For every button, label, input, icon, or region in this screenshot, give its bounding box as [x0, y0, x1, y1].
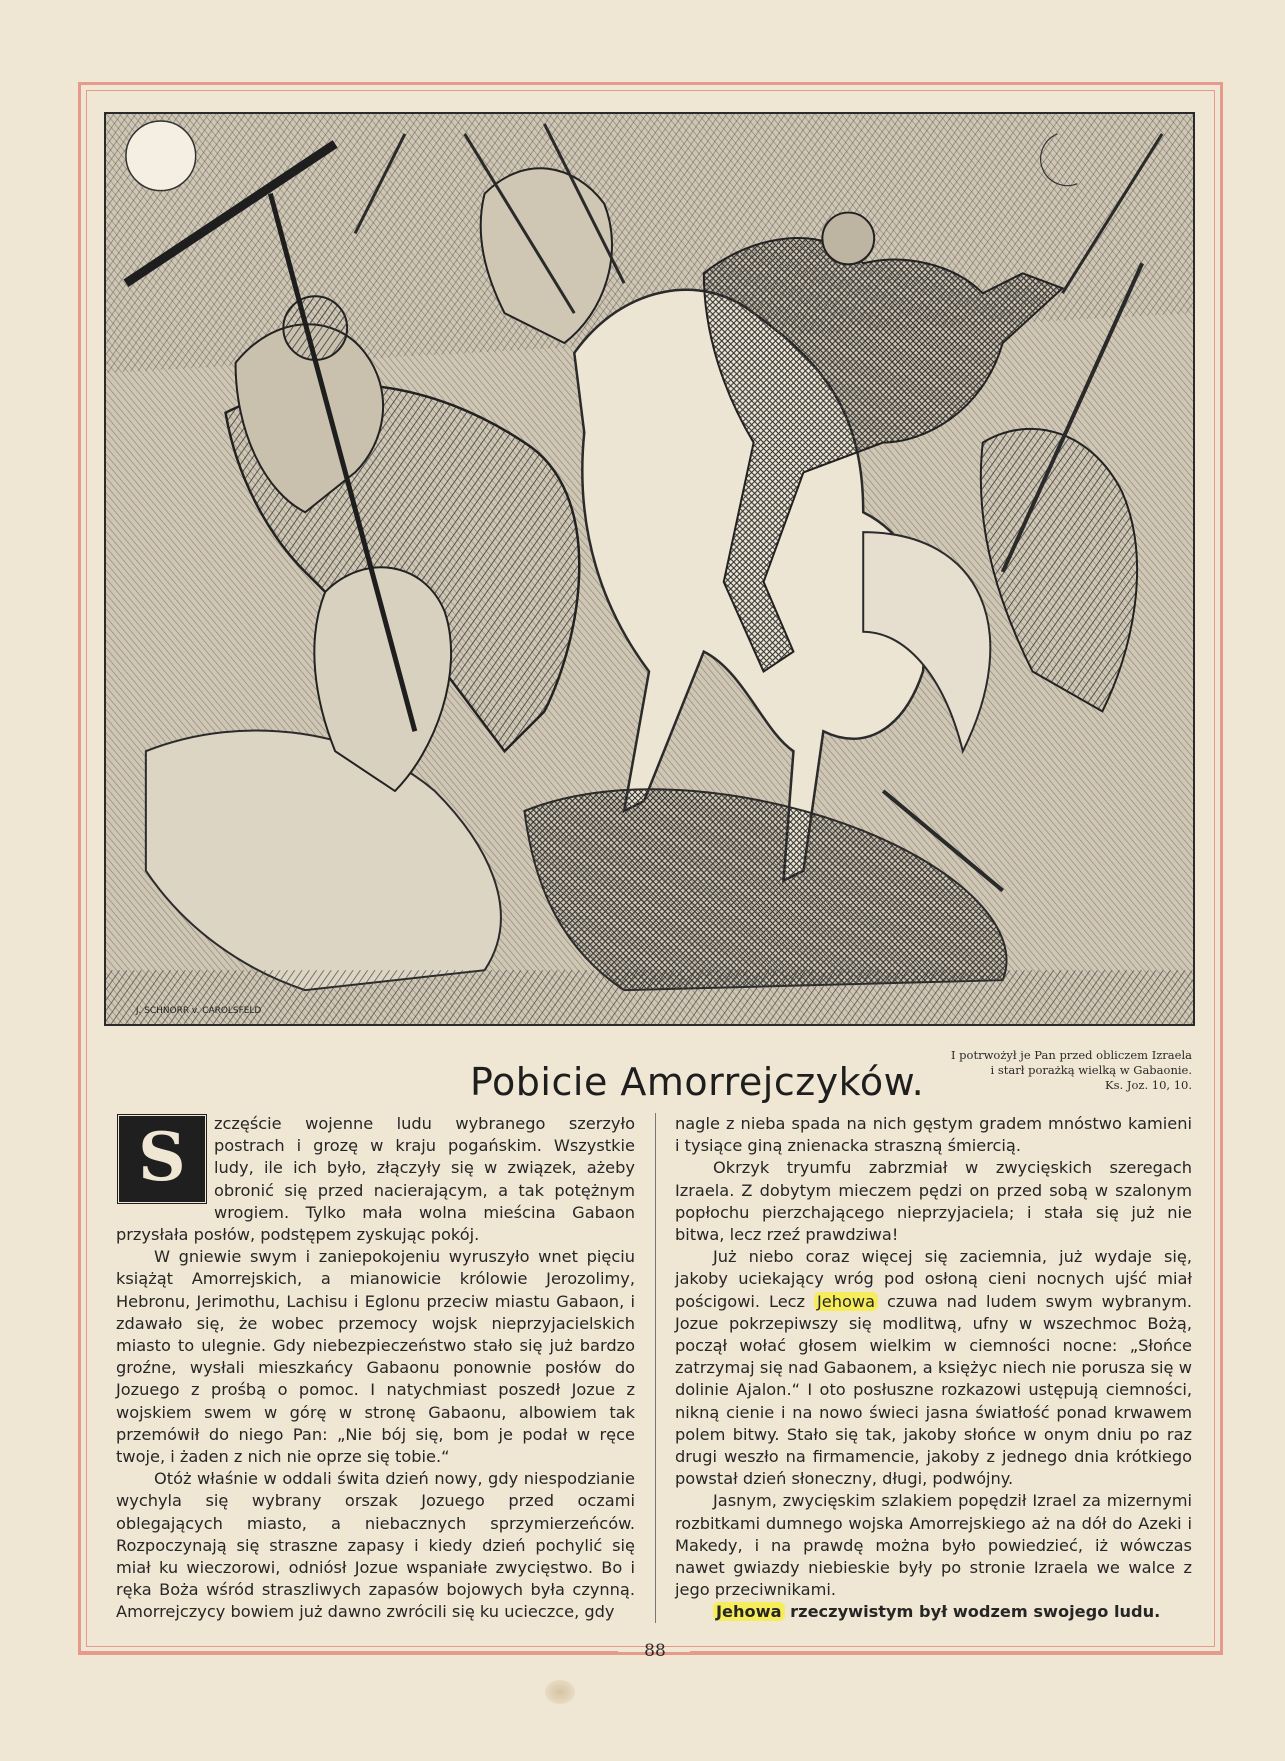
- paragraph-text: czuwa nad ludem swym wybranym. Jozue pokrzepiwszy się modlitwą, ufny w wszechmoc Bożą, począł wołać głosem wielkim w ciemności nocne: „Słońce zatrzymaj się nad Gabaonem, a księżyc niech nie porusza się w dolinie Ajalon.“ I oto posłuszne rozkazowi ustępują ciemności, nikną cienie i na nowo świeci jasna światłość ponad krwawem polem bitwy. Stało się tak, jakoby słońce w onym dniu po raz drugi weszło na firmamencie, jakoby z jednego dnia krótkiego powstał dzień słoneczny, długi, podwójny.: [675, 1291, 1192, 1489]
- paragraph-text: zczęście wojenne ludu wybranego szerzyło postrach i grozę w kraju pogańskim. Wszystkie ludy, ile ich było, złączyły się w związek, ażeby obronić się przed nacierającym, a tak potężnym wrogiem. Tylko mała wolna mieścina Gabaon przysłała posłów, podstępem zyskując pokój.: [116, 1114, 635, 1245]
- text-column-right: [675, 1113, 1192, 1624]
- paragraph: Okrzyk tryumfu zabrzmiał w zwycięskich szeregach Izraela. Z dobytym mieczem pędzi on przed sobą w szalonym popłochu pierzchającego nieprzyjaciela; i stała się już nie bitwa, lecz rzeź prawdziwa!: [675, 1158, 1192, 1245]
- paragraph: [675, 1246, 1192, 1490]
- sun-icon: [126, 121, 196, 191]
- highlighted-word: Jehowa: [814, 1292, 878, 1311]
- page-title: Pobicie Amorrejczyków.: [470, 1060, 925, 1104]
- paragraph: Otóż właśnie w oddali świta dzień nowy, gdy niespodzianie wychyla się wybrany orszak Jozuego przed oczami oblegających miasto, a niebacznych sprzymierzeńców. Rozpoczynają się straszne zapasy i kiedy dzień pochylić się miał ku wieczorowi, odniósł Jozue wspaniałe zwycięstwo. Bo i ręka Boża wśród straszliwych zapasów bojowych była czynną. Amorrejczycy bowiem już dawno zwrócili się ku ucieczce, gdy: [116, 1469, 635, 1622]
- paragraph-text: Już niebo coraz więcej się zaciemnia, już wydaje się, jakoby uciekający wróg pod osłoną cieni nocnych ujść miał pościgowi. Lecz: [675, 1247, 1192, 1311]
- battle-engraving-svg: [106, 114, 1193, 1024]
- paragraph: W gniewie swym i zaniepokojeniu wyruszyło wnet pięciu książąt Amorrejskich, a mianowicie królowie Jerozolimy, Hebronu, Jerimothu, Lachisu i Eglonu przeciw miastu Gabaon, i zdawało się, że wobec przemocy wojsk nieprzyjacielskich miasto to ulegnie. Gdy niebezpieczeństwo stało się już bardzo groźne, wysłali mieszkańcy Gabaonu ponownie posłów do Jozuego z prośbą o pomoc. I natychmiast poszedł Jozue z wojskiem swem w górę w stronę Gabaonu, albowiem tak przemówił do niego Pan: „Nie bój się, bom je podał w ręce twoje, i żaden z nich nie oprze się tobie.“: [116, 1247, 635, 1467]
- column-divider: [655, 1113, 656, 1623]
- epigraph-line-2: i starł porażką wielką w Gabaonie.: [990, 1063, 1192, 1077]
- paragraph-text: rzeczywistym był wodzem swojego ludu.: [790, 1602, 1161, 1622]
- text-column-left: [116, 1113, 635, 1624]
- paragraph: nagle z nieba spada na nich gęstym gradem mnóstwo kamieni i tysiące giną znienacka straszną śmiercią.: [675, 1114, 1192, 1156]
- paragraph: Jasnym, zwycięskim szlakiem popędził Izrael za mizernymi rozbitkami dumnego wojska Amorrejskiego aż na dół do Azeki i Makedy, i na prawdę można było powiedzieć, iż wówczas nawet gwiazdy niebieskie były po stronie Izraela we walce z jego przeciwnikami.: [675, 1491, 1192, 1600]
- decorative-initial: [116, 1113, 208, 1205]
- paragraph: [116, 1113, 635, 1246]
- decorative-initial-letter: S: [138, 1118, 186, 1196]
- paper-stain: [545, 1680, 575, 1704]
- epigraph-reference: Ks. Joz. 10, 10.: [1105, 1078, 1192, 1092]
- highlighted-word: Jehowa: [713, 1602, 785, 1621]
- battle-engraving-illustration: [104, 112, 1195, 1026]
- epigraph: [900, 1048, 1192, 1093]
- artist-signature: J. SCHNORR v. CAROLSFELD: [135, 1006, 262, 1017]
- closing-paragraph: [675, 1601, 1192, 1623]
- page-number: 88: [644, 1641, 666, 1661]
- footer-rule-left: [78, 1651, 618, 1654]
- footer-rule-right: [690, 1651, 1223, 1654]
- epigraph-line-1: I potrwożył je Pan przed obliczem Izraela: [950, 1048, 1192, 1062]
